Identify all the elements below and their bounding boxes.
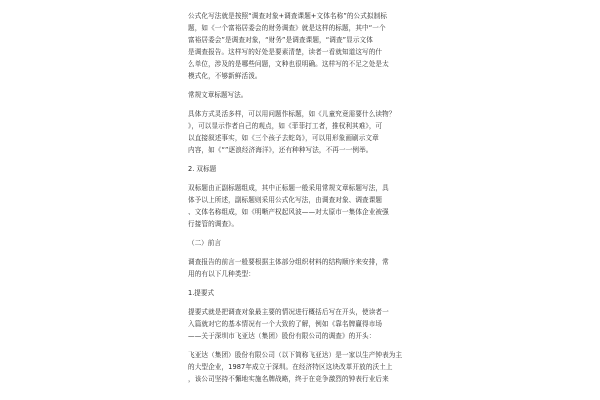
paragraph-conventional-title: 常规文章标题写法。 xyxy=(188,91,248,99)
paragraph-formula-title: 公式化写法就是按照“调查对象+调查课题+文体名称”的公式拟制标 题，如《一个富裕居委会的财务调查》就是这样的标题，其中“一个 富裕居委会”是调查对象，“财务”是调查课题，“调查”显示文体 是调查报告。这样写的好处是要素清楚，读者一看就知道这写的什 么单位，涉及的是哪些问题，文种也很明确。这样写的不足之处是太 模式化，不够新鲜活泼。 xyxy=(188,12,389,80)
paragraph-double-title: 双标题由正副标题组成，其中正标题一般采用常规文章标题写法，具 体予以上所述，副标题则采用公式化写法，由调查对象、调查课题 、文体名称组成，如《明晰产权起风波——对太原市一集体企业被强 行接管的调查》。 xyxy=(188,184,389,228)
paragraph-example-fiyta: 飞亚达（集团）股份有限公司（以下简称飞亚达）是一家以生产钟表为主 的大型企业，1987年成立于深圳。在经济特区这块改革开放的沃土上 ，该公司坚持不懈地实施名牌战略，终于在竞争激烈的钟表行业后来 xyxy=(188,351,403,383)
heading-double-title: 2. 双标题 xyxy=(188,165,217,173)
heading-preface: （二）前言 xyxy=(188,239,221,247)
paragraph-preface-types: 调查报告的前言一般要根据主体部分组织材料的结构顺序来安排，常 用的有以下几种类型： xyxy=(188,258,389,278)
heading-summary-style: 1.提要式 xyxy=(188,289,215,297)
paragraph-title-methods: 具体方式灵活多样，可以用问题作标题，如《儿童究竟需要什么读物？ 》，可以显示作者自己的观点，如《菲菲打工者，推权利其难》，可 以直接叙述事实，如《三个孩子去蛇岛》，可以用形象画刷示文章 内容，如《“”逐浪经济海洋》，还有种种写法，不再一一例举。 xyxy=(188,110,396,154)
document-body xyxy=(188,10,418,385)
paragraph-summary-style: 提要式就是把调查对象最主要的情况进行概括后写在开头，使读者一 入篇就对它的基本情况有一个大致的了解，例如《靠名牌赢得市场 ——关于深圳市飞亚达（集团）股份有限公司的调查》的开头： xyxy=(188,308,389,340)
